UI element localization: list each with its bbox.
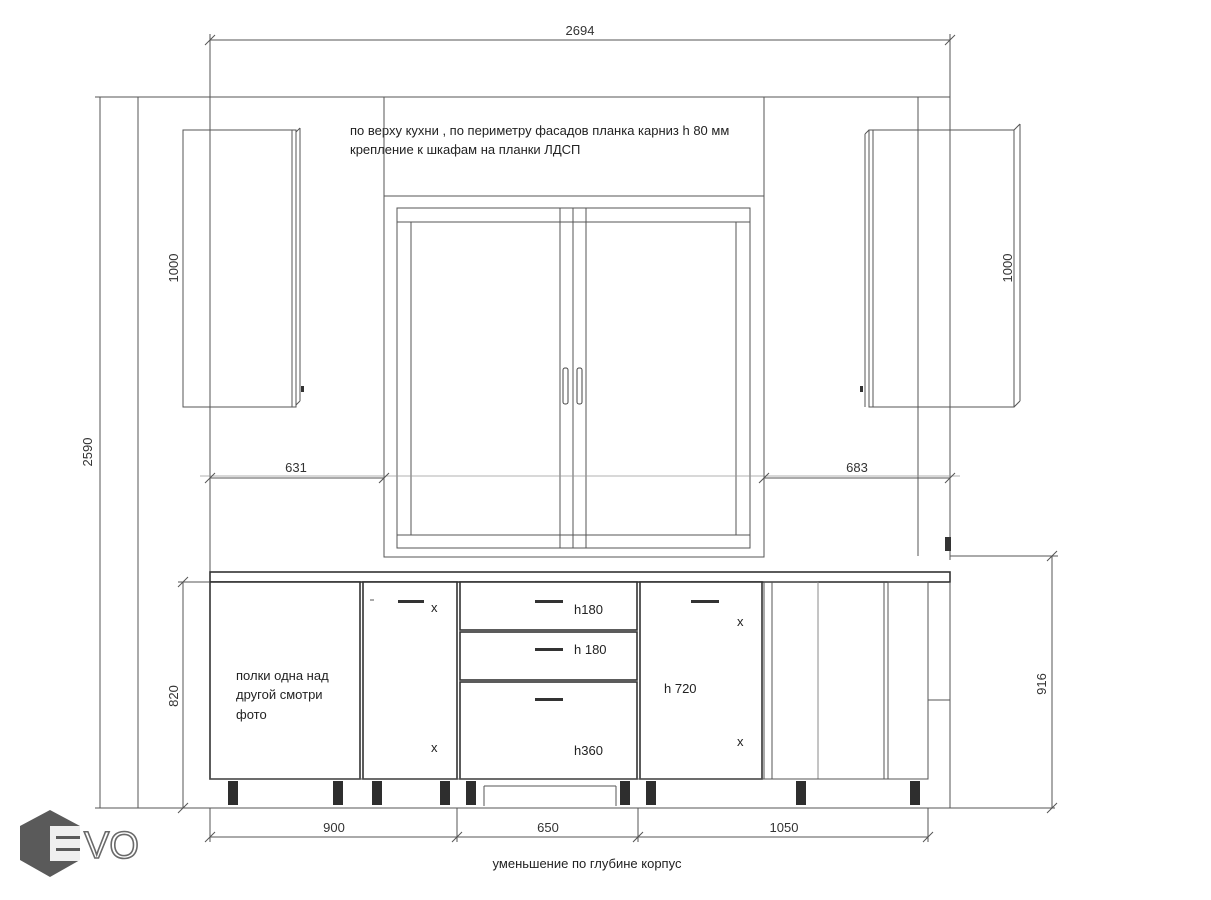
leg — [646, 781, 656, 805]
drawer-3-label: h360 — [574, 743, 603, 758]
overall-width-dimension — [205, 23, 955, 560]
note-top-line2: крепление к шкафам на планки ЛДСП — [350, 142, 581, 157]
right-height-dimension — [950, 551, 1058, 813]
right-gap-label: 683 — [846, 460, 868, 475]
bottom-width-dimensions — [205, 808, 933, 842]
countertop — [210, 572, 950, 582]
right-wall-cabinet — [860, 124, 1020, 407]
drawer-1-label: h180 — [574, 602, 603, 617]
drawer-1 — [460, 582, 637, 630]
drawer-2-handle — [535, 648, 563, 651]
drawer-3-handle — [535, 698, 563, 701]
wall-socket — [945, 537, 951, 551]
shelves-note-line2: другой смотри — [236, 687, 323, 702]
door-left-handle — [398, 600, 424, 603]
bottom-note: уменьшение по глубине корпус — [492, 856, 682, 871]
hinge-mark-1: x — [431, 600, 438, 615]
leg — [466, 781, 476, 805]
leg — [372, 781, 382, 805]
door-right-handle — [691, 600, 719, 603]
shelves-note-line3: фото — [236, 707, 267, 722]
cabinet-legs — [228, 781, 920, 805]
hinge-mark-4: x — [737, 734, 744, 749]
gap-dimensions — [200, 460, 960, 483]
leg — [228, 781, 238, 805]
window — [384, 97, 764, 557]
hinge-mark-3: x — [737, 614, 744, 629]
drawer-2 — [460, 632, 637, 680]
logo-text: VO — [84, 825, 139, 867]
base-door-right — [640, 582, 762, 779]
left-wall-cabinet — [166, 128, 304, 407]
wall-outline — [138, 97, 950, 575]
base-height-dimension — [166, 577, 210, 813]
base-mid-width-label: 650 — [537, 820, 559, 835]
overall-height-label: 2590 — [80, 437, 95, 467]
drawer-1-handle — [535, 600, 563, 603]
overall-width-label: 2694 — [565, 23, 595, 38]
left-gap-label: 631 — [285, 460, 307, 475]
drawer-2-label: h 180 — [574, 642, 607, 657]
leg — [910, 781, 920, 805]
window-handle-left — [563, 368, 568, 404]
leg — [796, 781, 806, 805]
window-handle-right — [577, 368, 582, 404]
leg — [440, 781, 450, 805]
base-door-left — [363, 582, 457, 779]
hinge-mark-2: x — [431, 740, 438, 755]
right-height-label: 916 — [1034, 673, 1049, 695]
left-cabinet-height-label: 1000 — [166, 253, 181, 283]
leg — [333, 781, 343, 805]
drawer-3 — [460, 682, 637, 779]
door-right-label: h 720 — [664, 681, 697, 696]
right-cabinet-handle — [860, 386, 863, 392]
base-left-width-label: 900 — [323, 820, 345, 835]
base-cabinets — [210, 582, 950, 808]
shelves-note-line1: полки одна над — [236, 668, 329, 683]
left-cabinet-handle — [301, 386, 304, 392]
base-right-width-label: 1050 — [769, 820, 799, 835]
base-height-label: 820 — [166, 685, 181, 707]
leg — [620, 781, 630, 805]
note-top-line1: по верху кухни , по периметру фасадов планка карниз h 80 мм — [350, 123, 730, 138]
evo-logo — [20, 810, 139, 877]
overall-height-dimension — [80, 97, 140, 808]
right-cabinet-height-label: 1000 — [1000, 253, 1015, 283]
